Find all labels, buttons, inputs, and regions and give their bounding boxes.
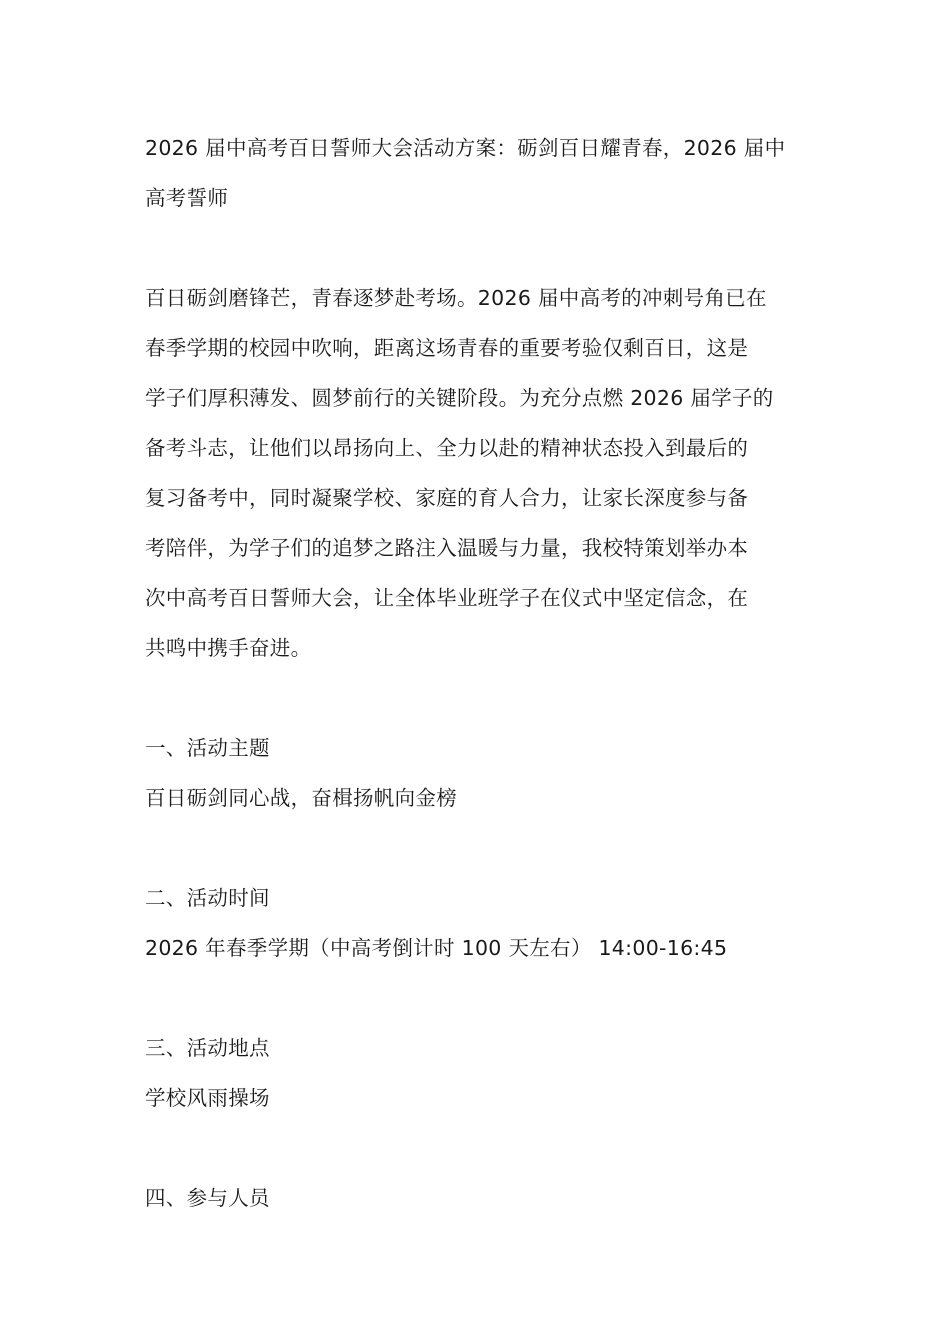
intro-line-8: 共鸣中携手奋进。 xyxy=(145,636,312,660)
intro-line-1: 百日砺剑磨锋芒，青春逐梦赴考场。2026 届中高考的冲刺号角已在 xyxy=(145,286,767,310)
intro-line-2: 春季学期的校园中吹响，距离这场青春的重要考验仅剩百日，这是 xyxy=(145,336,749,360)
section-heading-time: 二、活动时间 xyxy=(145,886,270,910)
intro-line-4: 备考斗志，让他们以昂扬向上、全力以赴的精神状态投入到最后的 xyxy=(145,436,749,460)
section-content-theme: 百日砺剑同心战，奋楫扬帆向金榜 xyxy=(145,786,457,810)
section-content-location: 学校风雨操场 xyxy=(145,1086,270,1110)
intro-line-7: 次中高考百日誓师大会，让全体毕业班学子在仪式中坚定信念，在 xyxy=(145,586,749,610)
section-heading-location: 三、活动地点 xyxy=(145,1036,270,1060)
intro-line-3: 学子们厚积薄发、圆梦前行的关键阶段。为充分点燃 2026 届学子的 xyxy=(145,386,774,410)
section-heading-theme: 一、活动主题 xyxy=(145,736,270,760)
intro-line-5: 复习备考中，同时凝聚学校、家庭的育人合力，让家长深度参与备 xyxy=(145,486,749,510)
intro-line-6: 考陪伴，为学子们的追梦之路注入温暖与力量，我校特策划举办本 xyxy=(145,536,749,560)
section-content-time: 2026 年春季学期（中高考倒计时 100 天左右） 14:00-16:45 xyxy=(145,936,728,960)
title-line-1: 2026 届中高考百日誓师大会活动方案：砺剑百日耀青春，2026 届中 xyxy=(145,136,786,160)
section-heading-participants: 四、参与人员 xyxy=(145,1186,270,1210)
title-line-2: 高考誓师 xyxy=(145,186,229,210)
